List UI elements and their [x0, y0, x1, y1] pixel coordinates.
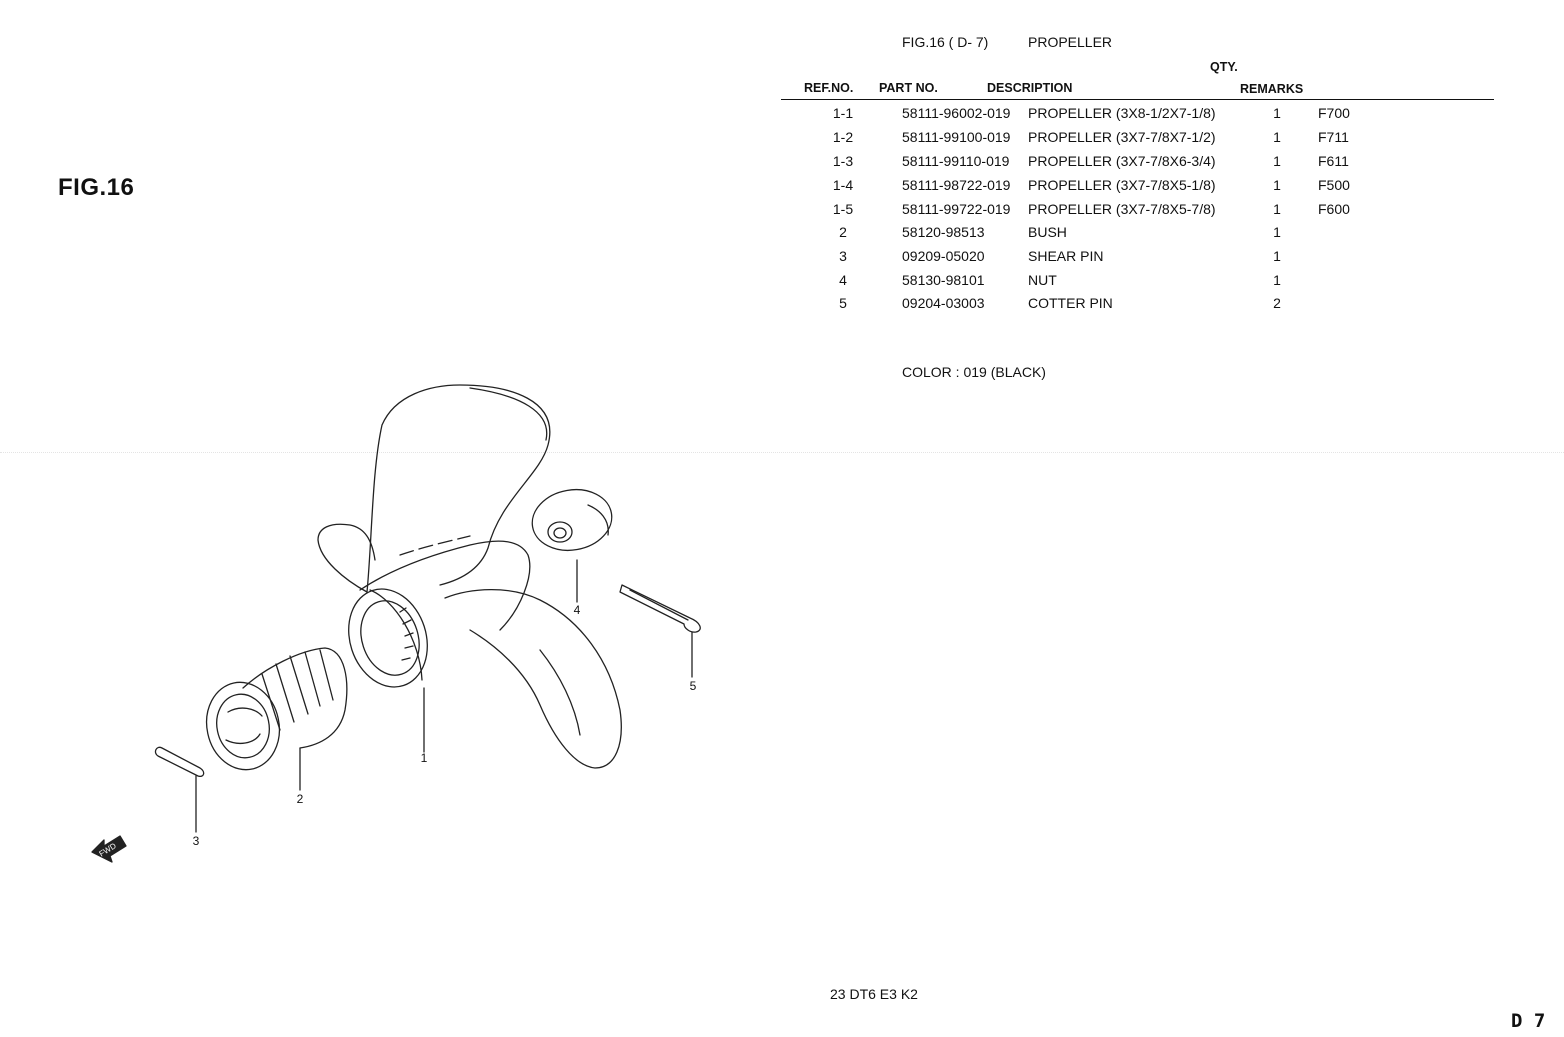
table-row — [0, 272, 1564, 294]
table-row — [0, 248, 1564, 270]
part-no-cell: 58111-99722-019 — [902, 201, 1011, 217]
callout-3: 3 — [192, 834, 200, 848]
part-no-cell: 09209-05020 — [902, 248, 985, 264]
remarks-cell: F700 — [1318, 105, 1350, 121]
part-no-cell: 58111-99100-019 — [902, 129, 1011, 145]
callout-4: 4 — [573, 603, 581, 617]
description-cell: PROPELLER (3X7-7/8X6-3/4) — [1028, 153, 1216, 169]
qty-cell: 1 — [1273, 272, 1281, 288]
description-cell: BUSH — [1028, 224, 1067, 240]
description-cell: PROPELLER (3X7-7/8X5-7/8) — [1028, 201, 1216, 217]
header-rule — [781, 99, 1494, 100]
ref-cell: 2 — [839, 224, 847, 240]
qty-header: QTY. — [1210, 60, 1238, 74]
description-cell: PROPELLER (3X7-7/8X5-1/8) — [1028, 177, 1216, 193]
ref-cell: 1-2 — [832, 129, 854, 145]
shear-pin-part — [155, 747, 203, 776]
description-cell: NUT — [1028, 272, 1057, 288]
table-row — [0, 224, 1564, 246]
ref-cell: 4 — [839, 272, 847, 288]
propeller-upper-blade — [367, 385, 550, 592]
callout-2: 2 — [296, 792, 304, 806]
bush-part — [199, 648, 347, 777]
part-no-cell: 58111-96002-019 — [902, 105, 1011, 121]
fwd-label: FWD — [97, 841, 118, 859]
figure-reference: FIG.16 ( D- 7) — [902, 34, 989, 50]
exploded-diagram — [0, 330, 760, 890]
callout-1: 1 — [420, 751, 428, 765]
part-no-cell: 58111-98722-019 — [902, 177, 1011, 193]
table-row — [0, 153, 1564, 175]
remarks-cell: F500 — [1318, 177, 1350, 193]
remarks-cell: F611 — [1318, 153, 1349, 169]
qty-cell: 1 — [1273, 201, 1281, 217]
ref-cell: 1-4 — [832, 177, 854, 193]
remarks-cell: F711 — [1318, 129, 1349, 145]
propeller-lower-blade — [445, 590, 621, 768]
ref-cell: 1-5 — [832, 201, 854, 217]
qty-cell: 2 — [1273, 295, 1281, 311]
propeller-bore — [336, 579, 439, 698]
qty-cell: 1 — [1273, 248, 1281, 264]
qty-cell: 1 — [1273, 129, 1281, 145]
ref-cell: 5 — [839, 295, 847, 311]
callout-5: 5 — [689, 679, 697, 693]
nut-part — [527, 484, 616, 557]
part-no-cell: 58111-99110-019 — [902, 153, 1010, 169]
figure-label: FIG.16 — [58, 174, 135, 201]
ref-cell: 1-1 — [832, 105, 854, 121]
propeller-left-blade — [318, 524, 375, 592]
part-no-cell: 58120-98513 — [902, 224, 985, 240]
table-row — [0, 201, 1564, 223]
table-row — [0, 177, 1564, 199]
qty-cell: 1 — [1273, 224, 1281, 240]
propeller-hub — [360, 541, 530, 630]
qty-cell: 1 — [1273, 153, 1281, 169]
cotter-pin-part — [620, 585, 700, 632]
part-no-cell: 58130-98101 — [902, 272, 985, 288]
ref-cell: 3 — [839, 248, 847, 264]
table-row — [0, 129, 1564, 151]
ref-no-header: REF.NO. — [804, 81, 854, 95]
part-no-cell: 09204-03003 — [902, 295, 985, 311]
description-header: DESCRIPTION — [987, 81, 1073, 95]
description-cell: PROPELLER (3X8-1/2X7-1/8) — [1028, 105, 1216, 121]
table-row — [0, 295, 1564, 317]
description-cell: SHEAR PIN — [1028, 248, 1104, 264]
color-note: COLOR : 019 (BLACK) — [902, 364, 1046, 380]
qty-cell: 1 — [1273, 177, 1281, 193]
description-cell: COTTER PIN — [1028, 295, 1113, 311]
part-no-header: PART NO. — [879, 81, 938, 95]
model-footer: 23 DT6 E3 K2 — [830, 986, 918, 1002]
qty-cell: 1 — [1273, 105, 1281, 121]
page-id: D 7 — [1511, 1010, 1546, 1032]
figure-title: PROPELLER — [1028, 34, 1113, 50]
remarks-header: REMARKS — [1240, 82, 1304, 96]
table-row — [0, 105, 1564, 127]
ref-cell: 1-3 — [832, 153, 854, 169]
description-cell: PROPELLER (3X7-7/8X7-1/2) — [1028, 129, 1216, 145]
remarks-cell: F600 — [1318, 201, 1350, 217]
